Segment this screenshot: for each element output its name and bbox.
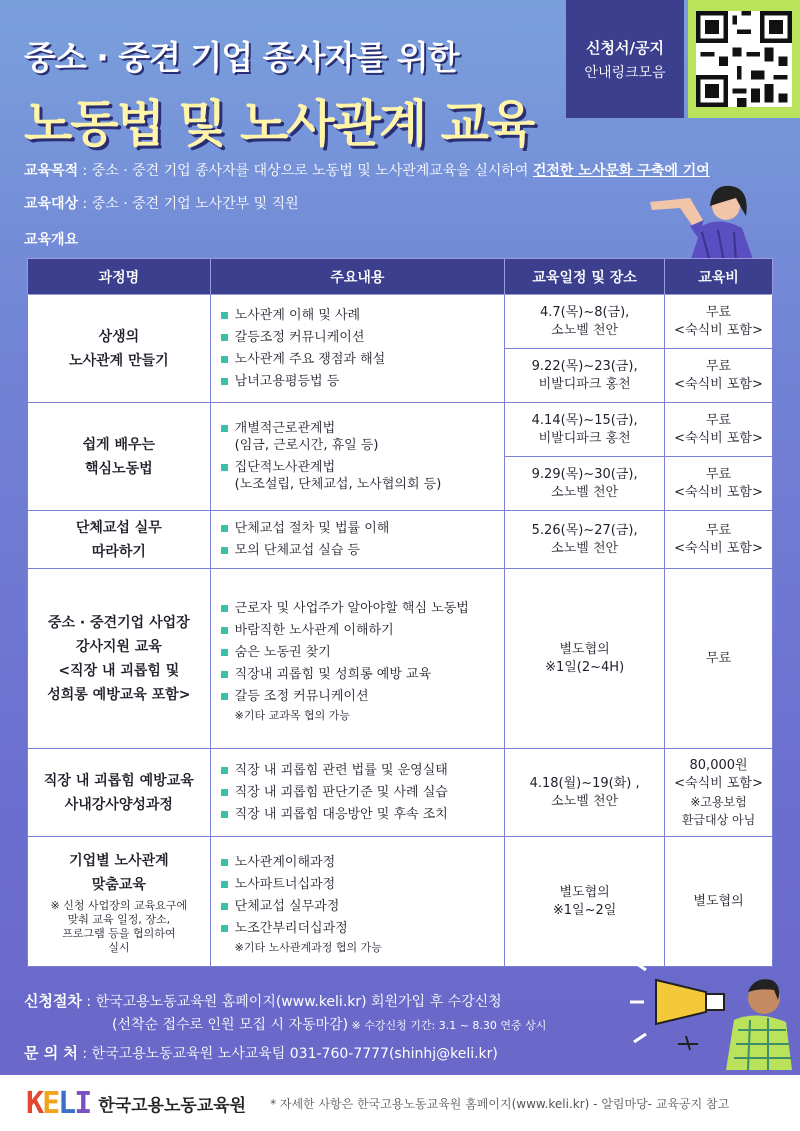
schedule-cell [505, 295, 665, 349]
fee-line: <숙식비 포함> [674, 376, 763, 392]
note-line: 프로그램 등을 협의하여 [62, 926, 176, 940]
fee-line: <숙식비 포함> [674, 775, 763, 791]
title-line1: 중소 · 중견 기업 종사자를 위한 [24, 38, 459, 77]
fee-line: 환급대상 아님 [681, 812, 756, 827]
header-course: 과정명 [28, 259, 211, 295]
course-name [28, 569, 211, 749]
fee-cell [665, 295, 773, 349]
course-content [210, 403, 505, 511]
course-line: 상생의 [98, 328, 140, 345]
schedule-line: 소노벨 천안 [551, 540, 619, 556]
target-key: 교육대상 [24, 196, 79, 212]
schedule-line: 4.14(목)~15(금), [531, 412, 638, 428]
course-name [28, 511, 211, 569]
fee-line: <숙식비 포함> [674, 322, 763, 338]
education-table [27, 258, 773, 967]
course-name [28, 837, 211, 967]
schedule-line: 소노벨 천안 [551, 484, 619, 500]
purpose-key: 교육목적 [24, 163, 79, 179]
content-note: ※기타 교과목 협의 가능 [234, 708, 351, 722]
course-content [210, 837, 505, 967]
list-item: 직장 내 괴롭힘 판단기준 및 사례 실습 [219, 784, 497, 801]
target-text: : 중소 · 중견 기업 노사간부 및 직원 [78, 196, 299, 212]
fee-line: 무료 [705, 412, 732, 428]
keli-logo[interactable] [26, 1086, 246, 1121]
fee-line: <숙식비 포함> [674, 540, 763, 556]
list-item: 노사관계이해과정 [219, 854, 497, 871]
fee-cell [665, 349, 773, 403]
course-line: 따라하기 [91, 543, 146, 560]
contact-line [24, 1042, 498, 1063]
list-item: 노사관계 주요 쟁점과 해설 [219, 351, 497, 368]
course-line: <직장 내 괴롭힘 및 [58, 662, 180, 679]
title-line2: 노동법 및 노사관계 교육 [24, 95, 534, 153]
fee-line: ※고용보험 [690, 794, 747, 809]
contact-key: 문 의 처 [24, 1044, 78, 1062]
table-row [28, 295, 773, 349]
list-item: 직장 내 괴롭힘 관련 법률 및 운영실태 [219, 762, 497, 779]
schedule-cell [505, 403, 665, 457]
apply-text-2: (선착순 접수로 인원 모집 시 자동마감) [112, 1017, 349, 1033]
logo-mark: KELI [26, 1085, 91, 1121]
list-item: 남녀고용평등법 등 [219, 373, 497, 390]
list-item [219, 420, 497, 454]
item-text: 집단적노사관계법 [234, 460, 336, 475]
list-item: 노사관계 이해 및 사례 [219, 307, 497, 324]
fee-line: 80,000원 [689, 757, 748, 773]
content-note: ※기타 노사관계과정 협의 가능 [234, 940, 382, 954]
contact-text: : 한국고용노동교육원 노사교육팀 031-760-7777(shinhj@keli.kr) [77, 1046, 498, 1062]
fee-cell [665, 511, 773, 569]
overview-text: 교육개요 [24, 232, 79, 248]
purpose-line [24, 160, 710, 180]
list-item: 갈등조정 커뮤니케이션 [219, 329, 497, 346]
item-detail: (임금, 근로시간, 휴일 등) [234, 438, 379, 453]
schedule-line: ※1일~2일 [552, 902, 617, 918]
fee-line: 무료 [705, 358, 732, 374]
logo-name: 한국고용노동교육원 [98, 1095, 247, 1116]
fee-cell [665, 569, 773, 749]
schedule-line: 비발디파크 홍천 [538, 376, 631, 392]
schedule-line: 소노벨 천안 [551, 322, 619, 338]
purpose-text: : 중소 · 중견 기업 종사자를 대상으로 노동법 및 노사관계교육을 실시하여 [78, 163, 533, 179]
course-line: 맞춤교육 [91, 876, 146, 893]
fee-line: 무료 [705, 304, 732, 320]
course-line: 쉽게 배우는 [82, 436, 156, 453]
schedule-cell [505, 349, 665, 403]
table-row [28, 511, 773, 569]
bottom-bar [0, 1075, 800, 1131]
fee-cell [665, 403, 773, 457]
schedule-line: 별도협의 [559, 641, 610, 657]
apply-period-note: ※ 수강신청 기간: 3.1 ~ 8.30 연중 상시 [348, 1019, 547, 1032]
course-line: 강사지원 교육 [75, 638, 162, 655]
course-name [28, 295, 211, 403]
pointing-person-illustration [650, 176, 770, 262]
purpose-highlight: 건전한 노사문화 구축에 기여 [532, 163, 710, 179]
list-item: 숨은 노동권 찾기 [219, 644, 497, 661]
list-item [219, 459, 497, 493]
list-item: 모의 단체교섭 실습 등 [219, 542, 497, 559]
apply-links-box[interactable] [566, 0, 684, 118]
course-name [28, 403, 211, 511]
schedule-cell [505, 749, 665, 837]
schedule-line: ※1일(2~4H) [545, 659, 625, 675]
overview-label [24, 229, 78, 249]
note-line: ※ 신청 사업장의 교육요구에 [50, 898, 188, 912]
schedule-line: 별도협의 [559, 884, 610, 900]
list-item: 단체교섭 절차 및 법률 이해 [219, 520, 497, 537]
list-item: 근로자 및 사업주가 알아야할 핵심 노동법 [219, 600, 497, 617]
apply-procedure-2 [112, 1014, 546, 1034]
item-detail: (노조설립, 단체교섭, 노사협의회 등) [234, 477, 442, 492]
note-line: 맞춰 교육 일정, 장소, [67, 912, 171, 926]
list-item: 직장내 괴롭힘 및 성희롱 예방 교육 [219, 666, 497, 683]
course-name [28, 749, 211, 837]
fee-line: 무료 [705, 650, 732, 666]
schedule-line: 소노벨 천안 [551, 793, 619, 809]
course-content [210, 295, 505, 403]
header-content: 주요내용 [210, 259, 505, 295]
list-item: 직장 내 괴롭힘 대응방안 및 후속 조치 [219, 806, 497, 823]
schedule-cell [505, 457, 665, 511]
course-content [210, 749, 505, 837]
course-line: 핵심노동법 [85, 460, 153, 477]
table-row [28, 403, 773, 457]
fee-cell [665, 457, 773, 511]
schedule-line: 5.26(목)~27(금), [531, 522, 638, 538]
schedule-line: 4.18(월)~19(화) , [529, 775, 640, 791]
list-item: 노조간부리더십과정 [219, 920, 497, 937]
schedule-line: 9.22(목)~23(금), [531, 358, 638, 374]
apply-sublabel: 안내링크모음 [584, 64, 666, 81]
apply-procedure [24, 990, 502, 1011]
table-row [28, 569, 773, 749]
fee-cell [665, 749, 773, 837]
course-note [32, 899, 206, 955]
list-item: 바람직한 노사관계 이해하기 [219, 622, 497, 639]
apply-text: : 한국고용노동교육원 홈페이지(www.keli.kr) 회원가입 후 수강신청 [81, 994, 502, 1010]
target-line [24, 193, 299, 213]
header-fee: 교육비 [665, 259, 773, 295]
list-item: 단체교섭 실무과정 [219, 898, 497, 915]
course-line: 성희롱 예방교육 포함> [47, 686, 191, 703]
fee-line: <숙식비 포함> [674, 430, 763, 446]
apply-label: 신청서/공지 [586, 38, 664, 57]
qr-code-frame[interactable] [688, 0, 800, 118]
megaphone-person-illustration [626, 940, 796, 1070]
schedule-line: 4.7(목)~8(금), [539, 304, 630, 320]
list-item: 갈등 조정 커뮤니케이션 [219, 688, 497, 705]
note-line: 실시 [108, 940, 130, 954]
table-header-row [28, 259, 773, 295]
course-line: 노사관계 만들기 [69, 352, 169, 369]
course-line: 사내강사양성과정 [64, 796, 173, 813]
fee-line: 무료 [705, 466, 732, 482]
list-item: 노사파트너십과정 [219, 876, 497, 893]
schedule-cell [505, 569, 665, 749]
header-schedule: 교육일정 및 장소 [505, 259, 665, 295]
course-line: 단체교섭 실무 [75, 519, 162, 536]
schedule-line: 비발디파크 홍천 [538, 430, 631, 446]
fee-line: <숙식비 포함> [674, 484, 763, 500]
item-text: 개별적근로관계법 [234, 421, 336, 436]
schedule-line: 9.29(목)~30(금), [531, 466, 638, 482]
course-content [210, 511, 505, 569]
course-line: 중소 · 중견기업 사업장 [48, 614, 190, 631]
table-row [28, 749, 773, 837]
course-line: 기업별 노사관계 [69, 852, 169, 869]
fee-line: 무료 [705, 522, 732, 538]
qr-code-icon [696, 11, 792, 107]
course-line: 직장 내 괴롭힘 예방교육 [43, 772, 194, 789]
apply-key: 신청절차 [24, 992, 82, 1010]
fee-line: 별도협의 [693, 893, 744, 909]
course-content [210, 569, 505, 749]
bottom-note: * 자세한 사항은 한국고용노동교육원 홈페이지(www.keli.kr) - 알림마당- 교육공지 참고 [270, 1096, 730, 1111]
schedule-cell [505, 511, 665, 569]
